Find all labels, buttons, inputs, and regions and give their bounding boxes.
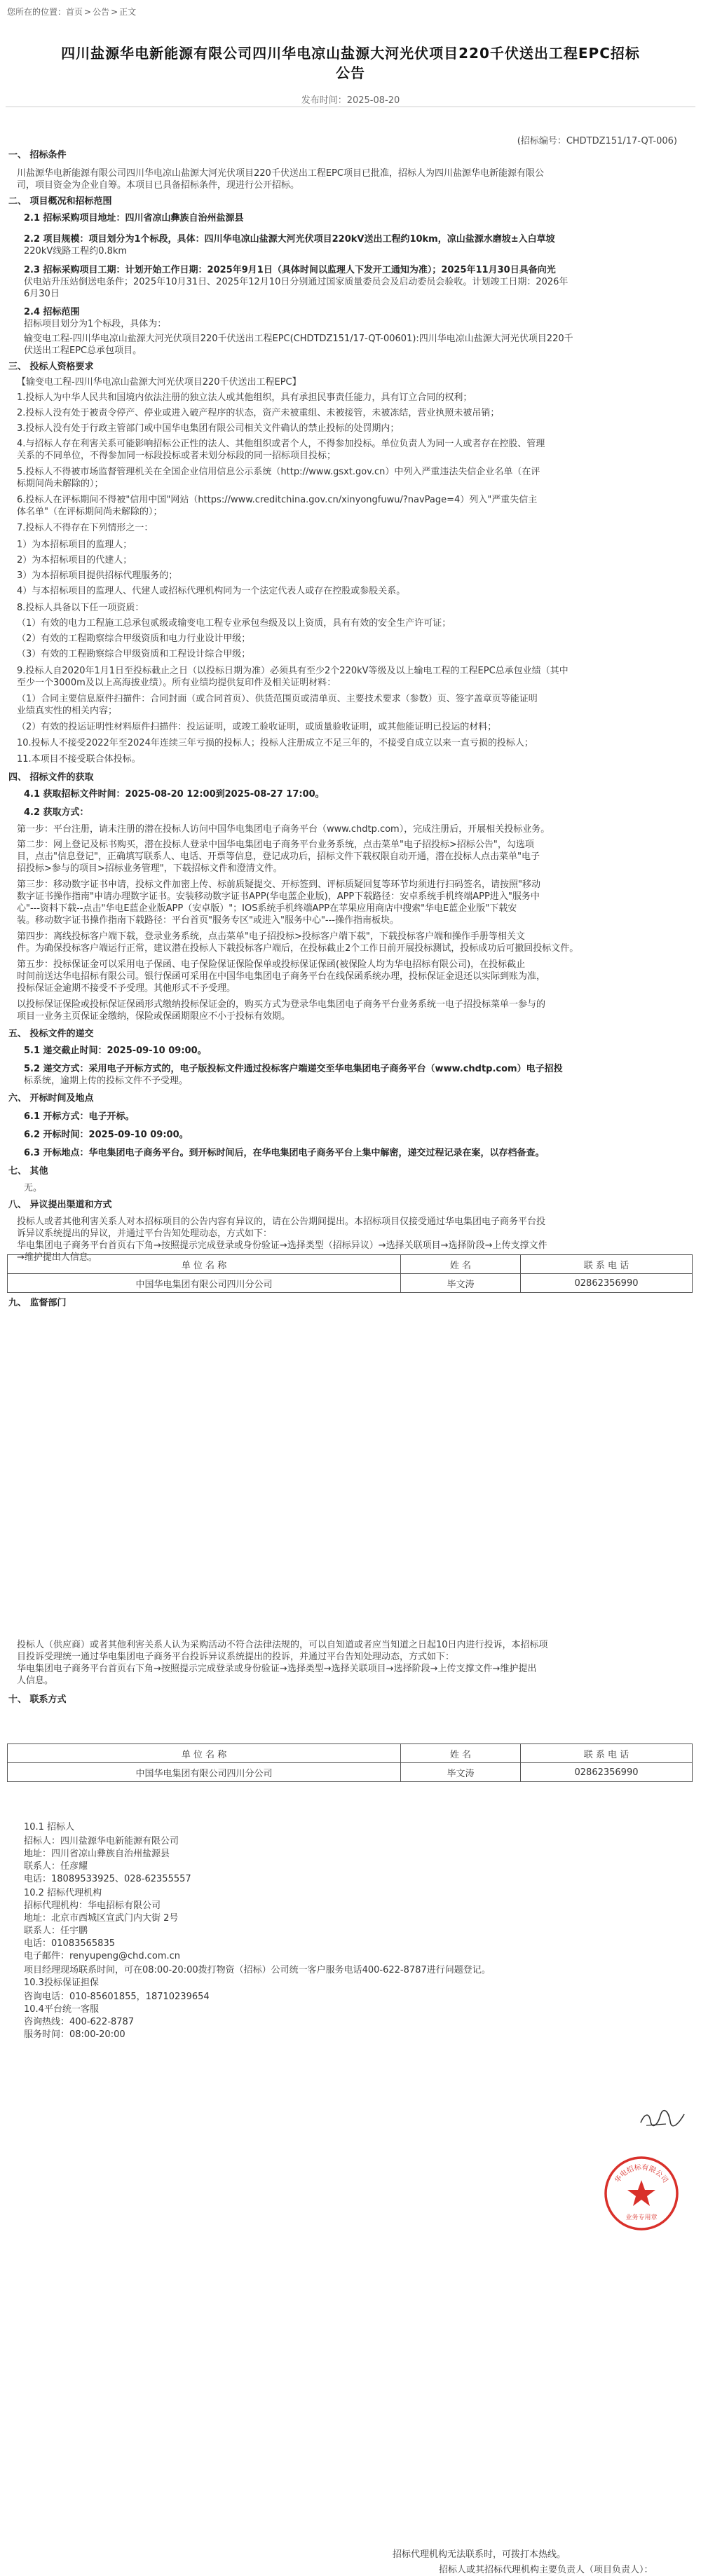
body-line: 项目一业务主页保证金缴纳，保险或保函期限应不小于投标有效期。 [17, 1011, 291, 1022]
body-line: 输变电工程-四川华电凉山盐源大河光伏项目220千伏送出工程EPC(CHDTDZ151/17-QT-00601):四川华电凉山盐源大河光伏项目220千 [24, 334, 573, 344]
subsection-heading: 2.1 招标采购项目地址：四川省凉山彝族自治州盐源县 [24, 213, 244, 224]
body-line: 招标代理机构无法联系时，可拨打本热线。 [393, 2549, 566, 2560]
body-line: 3）为本招标项目提供招标代理服务的； [17, 570, 178, 581]
breadcrumb-separator: > [84, 7, 92, 17]
section-heading: 四、 招标文件的获取 [8, 772, 94, 783]
subsection-heading: 6.3 开标地点：华电集团电子商务平台。到开标时间后，在华电集团电子商务平台上集中解密，递交过程记录在案，以存档备查。 [24, 1148, 545, 1158]
body-line: 目投诉受理统一通过华电集团电子商务平台投诉异议系统提出的投诉，并通过平台告知处理动态，方式如下： [17, 1652, 455, 1662]
subsection-heading: 6.2 开标时间：2025-09-10 09:00。 [24, 1130, 189, 1140]
body-line: （2）有效的工程勘察综合甲级资质和电力行业设计甲级； [17, 633, 251, 644]
body-line: 第二步：网上登记及标书购买，潜在投标人登录中国华电集团电子商务平台业务系统，点击菜单"电子招投标>招标公告"，勾选项 [17, 840, 534, 850]
body-line: （1）合同主要信息原件扫描件：合同封面（或合同首页）、供货范围页或清单页、主要技术要求（参数）页、签字盖章页等能证明 [17, 694, 538, 704]
table-row [8, 1763, 693, 1782]
body-line: 投标保证金逾期不接受不予受理。其他形式不予受理。 [17, 983, 236, 994]
body-line: 标期间尚未解除的）； [17, 479, 104, 489]
subsection-heading: 5.2 递交方式：采用电子开标方式的，电子版投标文件通过投标客户端递交至华电集团电子商务平台（www.chdtp.com）电子招投 [24, 1064, 563, 1074]
body-line: （2）有效的投运证明性材料原件扫描件：投运证明，或竣工验收证明，或质量验收证明，或其他能证明已投运的材料； [17, 722, 497, 732]
body-line: 业绩真实性的相关内容； [17, 706, 118, 716]
section-heading: 十、 联系方式 [8, 1694, 67, 1705]
body-line: 装。移动数字证书操作指南下载路径：平台首页"服务专区"或进入"服务中心"---操作指南板块。 [17, 915, 399, 926]
col-name-header: 姓 名 [401, 1255, 521, 1274]
body-line: 咨询热线：400-622-8787 [24, 2017, 135, 2027]
body-line: 地址：北京市西城区宣武门内大街 2号 [24, 1913, 179, 1924]
publish-date: 发布时间：2025-08-20 [301, 95, 400, 106]
body-line: 华电集团电子商务平台首页右下角→按照提示完成登录或身份验证→选择类型（招标异议）→选择关联项目→选择阶段→上传支撑文件 [17, 1240, 547, 1251]
cell-name: 毕文涛 [401, 1274, 521, 1293]
body-line: 10.3投标保证担保 [24, 1978, 99, 1988]
body-line: 地址：四川省凉山彝族自治州盐源县 [24, 1849, 170, 1859]
breadcrumb-prefix: 您所在的位置： [7, 7, 67, 17]
body-line: 服务时间：08:00-20:00 [24, 2029, 125, 2040]
body-line: 咨询电话：010-85601855，18710239654 [24, 1992, 210, 2002]
company-seal [603, 2155, 680, 2232]
body-line: 目，点击"信息登记"，正确填写联系人、电话、开票等信息，登记成功后，招标文件下载权限自动开通，潜在投标人点击菜单"电子 [17, 851, 540, 862]
supervision-contact-table [7, 1743, 693, 1782]
body-line: 10.1 招标人 [24, 1822, 75, 1832]
body-line: 伏电站升压站倒送电条件；2025年10月31日、2025年12月10日分别通过国家质量委员会及启动委员会验收。计划竣工日期：2026年 [24, 277, 569, 287]
body-line: 体名单"（在评标期间尚未解除的）； [17, 507, 163, 517]
body-line: 220kV线路工程约0.8km [24, 246, 128, 256]
bid-code: (招标编号：CHDTDZ151/17-QT-006) [517, 136, 677, 146]
cell-phone: 02862356990 [521, 1763, 693, 1782]
body-line: 第三步：移动数字证书申请，投标文件加密上传、标前质疑提交、开标签到、评标质疑回复等环节均须进行扫码签名，请按照"移动 [17, 879, 540, 890]
body-line: （1）有效的电力工程施工总承包贰级或输变电工程专业承包叁级及以上资质，具有有效的安全生产许可证； [17, 618, 451, 629]
body-line: 4.与招标人存在利害关系可能影响招标公正性的法人、其他组织或者个人，不得参加投标。单位负责人为同一人或者存在控股、管理 [17, 439, 545, 449]
body-line: 招标代理机构：华电招标有限公司 [24, 1900, 161, 1911]
body-line: →维护提出人信息。 [17, 1252, 97, 1263]
body-line: 第一步：平台注册，请未注册的潜在投标人访问中国华电集团电子商务平台（www.chdtp.com），完成注册后，开展相关投标业务。 [17, 824, 550, 835]
body-line: 关系的不同单位，不得参加同一标段投标或者未划分标段的同一招标项目投标； [17, 451, 336, 461]
section-heading: 七、 其他 [8, 1166, 48, 1177]
svg-text:业务专用章: 业务专用章 [625, 2214, 658, 2221]
subsection-heading: 2.2 项目规模：项目划分为1个标段，具体：四川华电凉山盐源大河光伏项目220kV送出工程约10km，凉山盐源水磨坡±入白草坡 [24, 234, 555, 245]
body-line: 以投标保证保险或投标保证保函形式缴纳投标保证金的，购买方式为登录华电集团电子商务平台业务系统一电子招投标菜单一参与的 [17, 999, 546, 1010]
body-line: 伏送出工程EPC总承包项目。 [24, 345, 142, 356]
body-line: 心"---资料下载--点击"华电E蓝企业版APP（安卓版）"；IOS系统手机终端APP在苹果应用商店中搜索"华电E蓝企业版"下载安 [17, 903, 517, 914]
section-heading: 一、 招标条件 [8, 150, 67, 160]
subsection-heading: 5.1 递交截止时间：2025-09-10 09:00。 [24, 1046, 207, 1056]
cell-name: 毕文涛 [401, 1763, 521, 1782]
body-line: 电话：18089533925、028-62355557 [24, 1874, 191, 1884]
body-line: 8.投标人具备以下任一项资质： [17, 603, 144, 613]
subsection-heading: 4.1 获取招标文件时间：2025-08-20 12:00到2025-08-27 17:00。 [24, 789, 325, 800]
cell-unit: 中国华电集团有限公司四川分公司 [8, 1274, 401, 1293]
table-row [8, 1274, 693, 1293]
body-line: 1）为本招标项目的监理人； [17, 540, 132, 550]
body-line: （3）有效的工程勘察综合甲级资质和工程设计综合甲级； [17, 649, 251, 659]
body-line: 【输变电工程-四川华电凉山盐源大河光伏项目220千伏送出工程EPC】 [17, 377, 301, 388]
handwritten-signature [638, 2109, 687, 2128]
col-name-header: 姓 名 [401, 1744, 521, 1763]
body-line: 投标人或者其他利害关系人对本招标项目的公告内容有异议的，请在公告期间提出。本招标项目仅接受通过华电集团电子商务平台投 [17, 1217, 546, 1227]
body-line: 9.投标人自2020年1月1日至投标截止之日（以投标日期为准）必须具有至少2个220kV等级及以上输电工程的工程EPC总承包业绩（其中 [17, 666, 569, 676]
body-line: 6月30日 [24, 289, 60, 299]
section-heading: 三、 投标人资格要求 [8, 362, 94, 372]
body-line: 10.投标人不接受2022年至2024年连续三年亏损的投标人；投标人注册成立不足三年的，不接受自成立以来一直亏损的投标人； [17, 738, 533, 748]
body-line: 2.投标人没有处于被责令停产、停业或进入破产程序的状态，资产未被重组、未被接管，未被冻结，营业执照未被吊销； [17, 408, 500, 418]
breadcrumb [7, 6, 136, 18]
body-line: 招投标>参与的项目>招标业务管理"，下载招标文件和澄清文件。 [17, 863, 283, 874]
body-line: 投标人（供应商）或者其他利害关系人认为采购活动不符合法律法规的，可以自知道或者应当知道之日起10日内进行投诉，本招标项 [17, 1640, 548, 1650]
cell-phone: 02862356990 [521, 1274, 693, 1293]
section-heading: 九、 监督部门 [8, 1298, 67, 1308]
subsection-heading: 6.1 开标方式：电子开标。 [24, 1111, 135, 1122]
col-unit-header: 单 位 名 称 [8, 1255, 401, 1274]
body-line: 川盐源华电新能源有限公司四川华电凉山盐源大河光伏项目220千伏送出工程EPC项目已批准，招标人为四川盐源华电新能源有限公 [17, 168, 544, 179]
body-line: 时间前送达华电招标有限公司。银行保函可采用在中国华电集团电子商务平台在线保函系统办理，投标保证金退还以实际到账为准， [17, 971, 546, 982]
body-line: 10.4平台统一客服 [24, 2004, 99, 2015]
col-unit-header: 单 位 名 称 [8, 1744, 401, 1763]
body-line: 招标人：四川盐源华电新能源有限公司 [24, 1836, 179, 1847]
body-line: 标系统，逾期上传的投标文件不予受理。 [24, 1076, 189, 1086]
section-heading: 五、 投标文件的递交 [8, 1029, 94, 1039]
breadcrumb-section-link[interactable]: 公告 [93, 7, 110, 17]
table-header-row [8, 1255, 693, 1274]
body-line: 司，项目资金为企业自筹。本项目已具备招标条件，现进行公开招标。 [17, 180, 300, 191]
body-line: 10.2 招标代理机构 [24, 1888, 102, 1898]
body-line: 无。 [24, 1183, 43, 1193]
table-header-row [8, 1744, 693, 1763]
body-line: 诉异议系统提出的异议，并通过平台告知处理动态，方式如下： [17, 1228, 273, 1239]
body-line: 11.本项目不接受联合体投标。 [17, 754, 141, 765]
breadcrumb-separator: > [111, 7, 118, 17]
body-line: 联系人：任宇鹏 [24, 1926, 88, 1936]
body-line: 数字证书操作指南"申请办理数字证书。安装移动数字证书APP(华电蓝企业版)，APP下载路径：安卓系统手机终端APP进入"服务中 [17, 891, 540, 902]
body-line: 6.投标人在评标期间不得被"信用中国"网站（https://www.creditchina.gov.cn/xinyongfuwu/?navPage=4）列入"严重失信主 [17, 495, 538, 505]
body-line: 联系人：任彦耀 [24, 1861, 88, 1872]
body-line: 人信息。 [17, 1676, 54, 1686]
body-line: 招标项目划分为1个标段，具体为： [24, 319, 167, 329]
section-heading: 八、 异议提出渠道和方式 [8, 1200, 112, 1210]
breadcrumb-home-link[interactable]: 首页 [66, 7, 83, 17]
page-title: 四川盐源华电新能源有限公司四川华电凉山盐源大河光伏项目220千伏送出工程EPC招标 [61, 45, 640, 62]
body-line: 第五步：投标保证金可以采用电子保函、电子保险保证保险保单或投标保证保函(被保险人均为华电招标有限公司)，在投标截止 [17, 959, 526, 970]
svg-text:华电招标有限公司: 华电招标有限公司 [613, 2163, 669, 2185]
objection-contact-table [7, 1254, 693, 1293]
cell-unit: 中国华电集团有限公司四川分公司 [8, 1763, 401, 1782]
body-line: 2）为本招标项目的代建人； [17, 555, 132, 566]
subsection-heading: 4.2 获取方式： [24, 807, 89, 818]
breadcrumb-current: 正文 [119, 7, 137, 17]
section-heading: 六、 开标时间及地点 [8, 1093, 94, 1104]
body-line: 3.投标人没有处于行政主管部门或中国华电集团有限公司相关文件确认的禁止投标的处罚期内； [17, 423, 400, 434]
body-line: 1.投标人为中华人民共和国境内依法注册的独立法人或其他组织，具有承担民事责任能力，具有订立合同的权利； [17, 392, 472, 403]
body-line: 7.投标人不得存在下列情形之一： [17, 523, 154, 533]
body-line: 招标人或其招标代理机构主要负责人（项目负责人）： [439, 2565, 653, 2575]
subsection-heading: 2.3 招标采购项目工期：计划开始工作日期：2025年9月1日（具体时间以监理人下发开工通知为准）；2025年11月30日具备向光 [24, 265, 556, 275]
body-line: 电话：01083565835 [24, 1938, 115, 1949]
body-line: 项目经理现场联系时间，可在08:00-20:00拨打物资（招标）公司统一客户服务电话400-622-8787进行问题登记。 [24, 1965, 491, 1975]
body-line: 电子邮件：renyupeng@chd.com.cn [24, 1951, 181, 1961]
body-line: 至少一个3000m及以上高海拔业绩）。所有业绩均提供复印件及相关证明材料： [17, 678, 336, 688]
subsection-heading: 2.4 招标范围 [24, 307, 80, 317]
body-line: 件。为确保投标客户端运行正常，建议潜在投标人下载投标客户端后，在投标截止2个工作日前开展投标测试，投标成功后可撤回投标文件。 [17, 943, 579, 954]
body-line: 4）与本招标项目的监理人、代建人或招标代理机构同为一个法定代表人或存在控股或参股关系。 [17, 586, 406, 596]
page-title-continued: 公告 [336, 64, 365, 81]
col-phone-header: 联 系 电 话 [521, 1255, 693, 1274]
body-line: 5.投标人不得被市场监督管理机关在全国企业信用信息公示系统（http://www.gsxt.gov.cn）中列入严重违法失信企业名单（在评 [17, 467, 540, 477]
body-line: 第四步：离线投标客户端下载，登录业务系统，点击菜单"电子招投标>投标客户端下载"，下载投标客户端和操作手册等相关文 [17, 931, 525, 942]
col-phone-header: 联 系 电 话 [521, 1744, 693, 1763]
body-line: 华电集团电子商务平台首页右下角→按照提示完成登录或身份验证→选择类型→选择关联项目→选择阶段→上传支撑文件→维护提出 [17, 1664, 537, 1674]
section-heading: 二、 项目概况和招标范围 [8, 196, 112, 207]
